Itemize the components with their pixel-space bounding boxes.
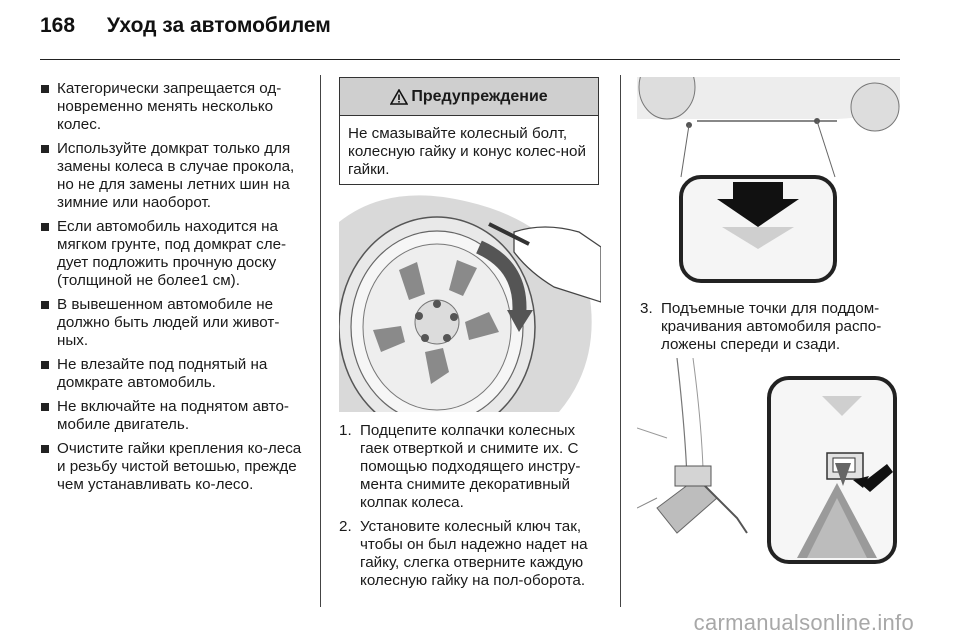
safety-bullet-list — [40, 80, 302, 494]
jack-positioning-illustration — [637, 358, 900, 568]
page-header — [40, 14, 331, 38]
bullet-item: Не включайте на поднятом авто-мобиле двигатель. — [40, 398, 302, 434]
steps-list-right — [640, 300, 902, 360]
column-divider-2 — [620, 75, 621, 607]
bullet-item: Используйте домкрат только для замены колеса в случае прокола, но не для замены летних шин на зимние или наоборот. — [40, 140, 302, 212]
wheel-cover-illustration — [339, 192, 601, 412]
warning-box — [339, 77, 599, 185]
step-number: 3. — [640, 300, 653, 317]
step-text: Установите колесный ключ так, чтобы он был надежно надет на гайку, слегка отверните каждую колесную гайку на пол-оборота. — [360, 518, 588, 589]
step-text: Подъемные точки для поддом-крачивания автомобиля распо-ложены спереди и сзади. — [661, 300, 882, 353]
steps-list-middle — [339, 422, 601, 596]
step-text: Подцепите колпачки колесных гаек отверткой и снимите их. С помощью подходящего инстру-мента снимите декоративный колпак колеса. — [360, 422, 581, 511]
bullet-item: Очистите гайки крепления ко-леса и резьбу чистой ветошью, прежде чем устанавливать ко-лесо. — [40, 440, 302, 494]
step-item — [339, 422, 601, 512]
jacking-point-illustration — [637, 77, 900, 289]
page-number: 168 — [40, 14, 76, 37]
warning-text: Не смазывайте колесный болт, колесную гайку и конус колес-ной гайки. — [348, 125, 586, 178]
bullet-item: В вывешенном автомобиле не должно быть людей или живот-ных. — [40, 296, 302, 350]
warning-triangle-icon — [390, 89, 408, 105]
warning-title: Предупреждение — [411, 87, 548, 105]
column-divider-1 — [320, 75, 321, 607]
warning-header — [340, 78, 598, 116]
bullet-item: Категорически запрещается од-новременно менять несколько колес. — [40, 80, 302, 134]
bullet-item: Не влезайте под поднятый на домкрате автомобиль. — [40, 356, 302, 392]
watermark: carmanualsonline.info — [693, 610, 914, 635]
step-item — [339, 518, 601, 590]
step-number: 1. — [339, 422, 352, 439]
header-rule — [40, 59, 900, 60]
step-number: 2. — [339, 518, 352, 535]
page-title: Уход за автомобилем — [106, 14, 331, 37]
left-column — [40, 80, 302, 500]
bullet-item: Если автомобиль находится на мягком грунте, под домкрат сле-дует подложить прочную доску (толщиной не более1 см). — [40, 218, 302, 290]
step-item — [640, 300, 902, 354]
